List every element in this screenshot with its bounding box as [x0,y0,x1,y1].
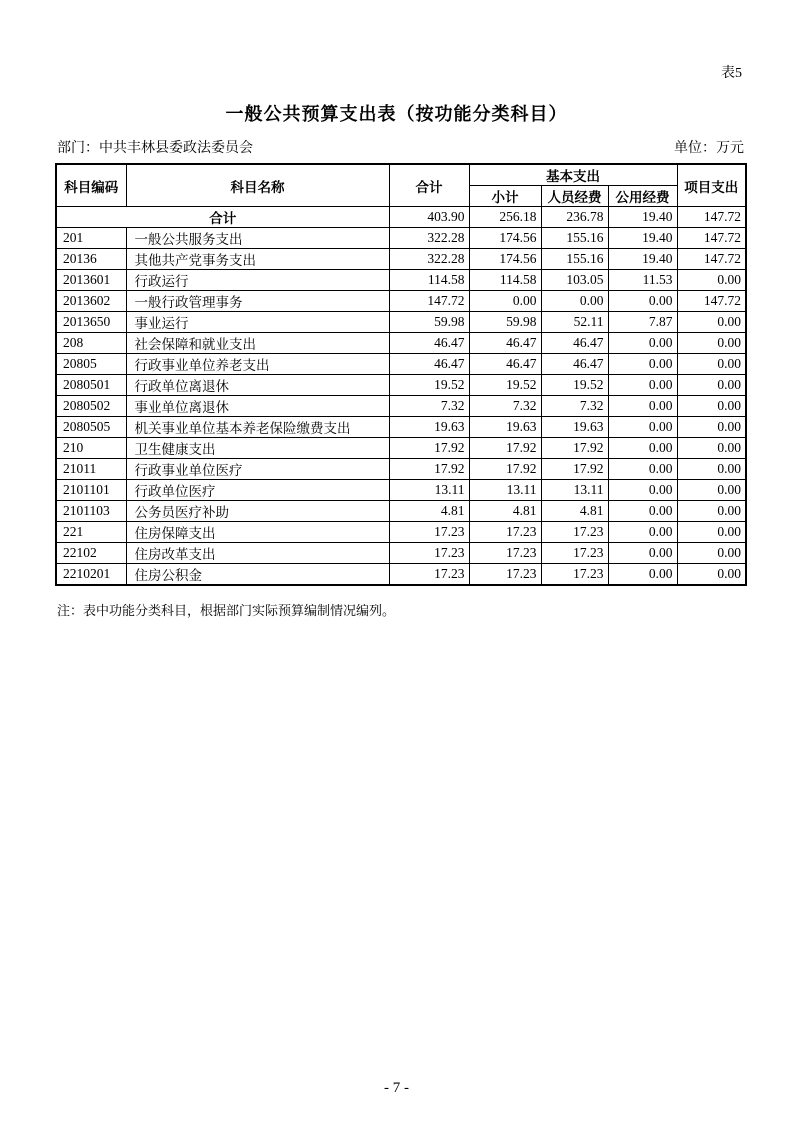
header-basic-expenditure: 基本支出 [469,164,677,186]
personnel-cell: 17.92 [541,438,608,459]
personnel-cell: 17.92 [541,459,608,480]
page-title: 一般公共预算支出表（按功能分类科目） [225,104,568,124]
table-row [56,543,746,564]
public-funds-cell: 0.00 [608,438,677,459]
total-cell: 322.28 [389,249,469,270]
subtotal-cell: 46.47 [469,333,541,354]
subject-name-cell: 其他共产党事务支出 [126,249,389,270]
subtotal-cell: 13.11 [469,480,541,501]
subtotal-cell: 17.23 [469,543,541,564]
subject-code-cell: 2101101 [56,480,126,501]
table-number-label: 表5 [721,66,742,81]
subject-code-cell: 2080502 [56,396,126,417]
public-funds-cell: 7.87 [608,312,677,333]
project-cell: 0.00 [677,333,746,354]
department-label: 部门：中共丰林县委政法委员会 [57,141,253,156]
personnel-cell: 103.05 [541,270,608,291]
personnel-cell: 46.47 [541,333,608,354]
public-funds-cell: 19.40 [608,249,677,270]
total-cell: 59.98 [389,312,469,333]
total-cell: 17.23 [389,543,469,564]
total-cell: 13.11 [389,480,469,501]
grand-total-subtotal: 256.18 [469,207,541,228]
page-number: - 7 - [384,1080,409,1096]
table-row [56,564,746,586]
subject-name-cell: 行政运行 [126,270,389,291]
subtotal-cell: 19.52 [469,375,541,396]
personnel-cell: 4.81 [541,501,608,522]
project-cell: 0.00 [677,312,746,333]
table-row [56,228,746,249]
subject-name-cell: 卫生健康支出 [126,438,389,459]
subject-code-cell: 221 [56,522,126,543]
header-public-funds: 公用经费 [608,186,677,207]
public-funds-cell: 0.00 [608,396,677,417]
total-cell: 19.52 [389,375,469,396]
project-cell: 147.72 [677,228,746,249]
public-funds-cell: 0.00 [608,459,677,480]
subtotal-cell: 59.98 [469,312,541,333]
project-cell: 0.00 [677,396,746,417]
public-funds-cell: 11.53 [608,270,677,291]
public-funds-cell: 0.00 [608,501,677,522]
subtotal-cell: 19.63 [469,417,541,438]
table-row [56,522,746,543]
subject-code-cell: 201 [56,228,126,249]
total-cell: 17.92 [389,438,469,459]
subtotal-cell: 17.23 [469,522,541,543]
personnel-cell: 7.32 [541,396,608,417]
header-total: 合计 [389,164,469,207]
project-cell: 0.00 [677,375,746,396]
subtotal-cell: 174.56 [469,228,541,249]
subject-name-cell: 公务员医疗补助 [126,501,389,522]
subject-code-cell: 2013602 [56,291,126,312]
total-cell: 114.58 [389,270,469,291]
personnel-cell: 17.23 [541,522,608,543]
subtotal-cell: 7.32 [469,396,541,417]
grand-total-row [56,207,746,228]
personnel-cell: 19.63 [541,417,608,438]
table-row [56,375,746,396]
subject-name-cell: 社会保障和就业支出 [126,333,389,354]
table-row [56,396,746,417]
total-cell: 46.47 [389,354,469,375]
project-cell: 0.00 [677,438,746,459]
total-cell: 17.92 [389,459,469,480]
subject-name-cell: 住房改革支出 [126,543,389,564]
subject-code-cell: 20136 [56,249,126,270]
table-row [56,270,746,291]
public-funds-cell: 0.00 [608,480,677,501]
project-cell: 0.00 [677,480,746,501]
table-row [56,291,746,312]
total-cell: 17.23 [389,522,469,543]
project-cell: 0.00 [677,522,746,543]
subject-name-cell: 住房保障支出 [126,522,389,543]
grand-total-project: 147.72 [677,207,746,228]
subject-code-cell: 2013650 [56,312,126,333]
table-body [56,207,746,586]
subtotal-cell: 0.00 [469,291,541,312]
public-funds-cell: 0.00 [608,354,677,375]
header-personnel-funds: 人员经费 [541,186,608,207]
subject-code-cell: 21011 [56,459,126,480]
table-row [56,417,746,438]
footnote: 注：表中功能分类科目，根据部门实际预算编制情况编列。 [57,603,396,618]
project-cell: 0.00 [677,564,746,586]
personnel-cell: 155.16 [541,228,608,249]
personnel-cell: 17.23 [541,564,608,586]
subject-name-cell: 一般公共服务支出 [126,228,389,249]
subtotal-cell: 46.47 [469,354,541,375]
total-cell: 19.63 [389,417,469,438]
subject-code-cell: 2013601 [56,270,126,291]
public-funds-cell: 0.00 [608,375,677,396]
subject-code-cell: 210 [56,438,126,459]
subject-code-cell: 20805 [56,354,126,375]
public-funds-cell: 0.00 [608,333,677,354]
subject-code-cell: 2080501 [56,375,126,396]
personnel-cell: 19.52 [541,375,608,396]
subject-code-cell: 22102 [56,543,126,564]
subtotal-cell: 4.81 [469,501,541,522]
project-cell: 0.00 [677,270,746,291]
personnel-cell: 46.47 [541,354,608,375]
table-row [56,480,746,501]
subject-name-cell: 一般行政管理事务 [126,291,389,312]
project-cell: 147.72 [677,291,746,312]
header-subtotal: 小计 [469,186,541,207]
project-cell: 0.00 [677,417,746,438]
project-cell: 0.00 [677,354,746,375]
total-cell: 322.28 [389,228,469,249]
subtotal-cell: 17.23 [469,564,541,586]
public-funds-cell: 0.00 [608,522,677,543]
subtotal-cell: 17.92 [469,459,541,480]
subtotal-cell: 174.56 [469,249,541,270]
total-cell: 147.72 [389,291,469,312]
personnel-cell: 155.16 [541,249,608,270]
grand-total-label: 合计 [56,207,389,228]
project-cell: 147.72 [677,249,746,270]
public-funds-cell: 0.00 [608,543,677,564]
grand-total-personnel: 236.78 [541,207,608,228]
unit-label: 单位：万元 [674,141,744,156]
table-row [56,249,746,270]
public-funds-cell: 0.00 [608,417,677,438]
budget-table [55,163,747,586]
header-subject-code: 科目编码 [56,164,126,207]
project-cell: 0.00 [677,501,746,522]
table-row [56,501,746,522]
public-funds-cell: 0.00 [608,291,677,312]
total-cell: 46.47 [389,333,469,354]
subject-code-cell: 2080505 [56,417,126,438]
subject-code-cell: 2210201 [56,564,126,586]
subject-name-cell: 行政事业单位医疗 [126,459,389,480]
subject-name-cell: 行政单位离退休 [126,375,389,396]
personnel-cell: 13.11 [541,480,608,501]
table-row [56,438,746,459]
table-row [56,312,746,333]
subject-code-cell: 2101103 [56,501,126,522]
subject-name-cell: 行政事业单位养老支出 [126,354,389,375]
personnel-cell: 52.11 [541,312,608,333]
personnel-cell: 0.00 [541,291,608,312]
header-subject-name: 科目名称 [126,164,389,207]
subject-name-cell: 事业运行 [126,312,389,333]
table-row [56,333,746,354]
meta-row [57,137,744,157]
subject-name-cell: 事业单位离退休 [126,396,389,417]
subject-code-cell: 208 [56,333,126,354]
table-header [56,164,746,207]
grand-total-public: 19.40 [608,207,677,228]
subject-name-cell: 住房公积金 [126,564,389,586]
subject-name-cell: 行政单位医疗 [126,480,389,501]
subtotal-cell: 17.92 [469,438,541,459]
personnel-cell: 17.23 [541,543,608,564]
total-cell: 4.81 [389,501,469,522]
total-cell: 17.23 [389,564,469,586]
public-funds-cell: 0.00 [608,564,677,586]
table-row [56,354,746,375]
total-cell: 7.32 [389,396,469,417]
subtotal-cell: 114.58 [469,270,541,291]
project-cell: 0.00 [677,543,746,564]
subject-name-cell: 机关事业单位基本养老保险缴费支出 [126,417,389,438]
public-funds-cell: 19.40 [608,228,677,249]
table-row [56,459,746,480]
header-project-expenditure: 项目支出 [677,164,746,207]
project-cell: 0.00 [677,459,746,480]
grand-total-value: 403.90 [389,207,469,228]
